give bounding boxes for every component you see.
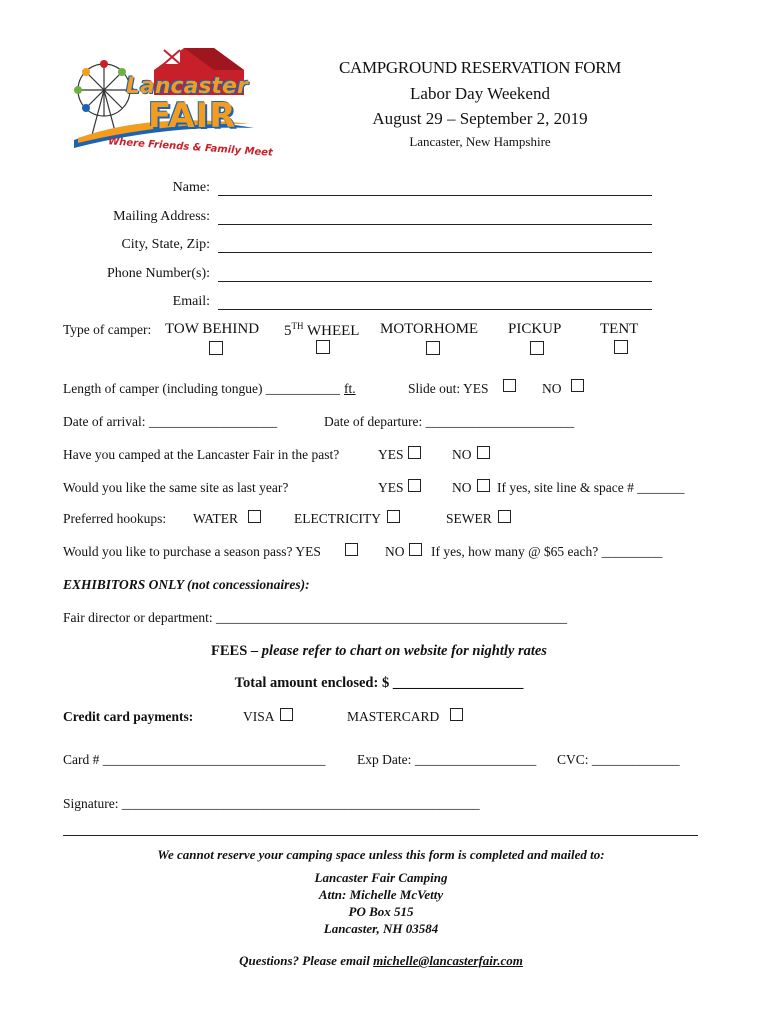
event-name: Labor Day Weekend	[410, 84, 550, 103]
electricity-checkbox[interactable]	[387, 510, 400, 523]
fair-logo	[64, 40, 274, 160]
questions-text: Questions? Please email	[239, 953, 374, 968]
phone-field[interactable]	[218, 281, 652, 282]
logo-tagline: Where Friends & Family Meet	[107, 136, 274, 159]
season-pass-no-label: NO	[385, 544, 405, 559]
slide-out-yes-checkbox[interactable]	[503, 379, 516, 392]
cvc-field[interactable]: CVC: _____________	[557, 752, 680, 767]
tow-behind-checkbox[interactable]	[209, 341, 223, 355]
tent-checkbox[interactable]	[614, 340, 628, 354]
mailing-notice: We cannot reserve your camping space unless this form is completed and mailed to:	[157, 847, 605, 862]
fifth-wheel-ordinal: TH	[291, 321, 304, 331]
mailing-address-field[interactable]	[218, 224, 652, 225]
same-site-yes-checkbox[interactable]	[408, 479, 421, 492]
form-title: CAMPGROUND RESERVATION FORM	[338, 58, 622, 77]
logo-name-fair: FAIR	[148, 96, 237, 136]
water-label: WATER	[193, 511, 238, 526]
length-label: Length of camper (including tongue) ___________	[63, 381, 341, 396]
pickup-label: PICKUP	[508, 321, 562, 337]
camper-type-label: Type of camper:	[63, 322, 152, 337]
fees-note	[0, 643, 764, 660]
sewer-label: SEWER	[446, 511, 492, 526]
past-yes-label: YES	[378, 447, 404, 462]
fees-instruction: please refer to chart on website for nightly rates	[261, 643, 547, 659]
fair-director-field[interactable]: Fair director or department: ____________________________________________________	[63, 610, 567, 625]
arrival-date-field[interactable]: Date of arrival: ___________________	[63, 414, 278, 429]
contact-email-link[interactable]: michelle@lancasterfair.com	[373, 953, 523, 968]
mailing-address-line-3: PO Box 515	[348, 904, 414, 919]
past-no-checkbox[interactable]	[477, 446, 490, 459]
tow-behind-label: TOW BEHIND	[165, 321, 260, 337]
fifth-wheel-checkbox[interactable]	[316, 340, 330, 354]
exhibitors-heading: EXHIBITORS ONLY (not concessionaires):	[63, 577, 310, 592]
city-state-zip-field[interactable]	[218, 252, 652, 253]
same-site-no-label: NO	[452, 480, 472, 495]
season-pass-yes-checkbox[interactable]	[345, 543, 358, 556]
city-state-zip-label: City, State, Zip:	[121, 237, 210, 252]
phone-label: Phone Number(s):	[106, 266, 210, 281]
questions-line	[0, 953, 766, 969]
season-pass-no-checkbox[interactable]	[409, 543, 422, 556]
email-label: Email:	[172, 294, 210, 309]
past-camping-question: Have you camped at the Lancaster Fair in the past?	[63, 447, 340, 462]
card-number-field[interactable]: Card # _________________________________	[63, 752, 326, 767]
season-pass-count-field[interactable]: If yes, how many @ $65 each? _________	[431, 544, 663, 559]
credit-card-label: Credit card payments:	[63, 709, 194, 724]
fifth-wheel-word: WHEEL	[306, 323, 360, 339]
event-location: Lancaster, New Hampshire	[409, 134, 551, 149]
sewer-checkbox[interactable]	[498, 510, 511, 523]
exp-date-field[interactable]: Exp Date: __________________	[357, 752, 537, 767]
slide-out-no-label: NO	[542, 381, 562, 396]
same-site-yes-label: YES	[378, 480, 404, 495]
mastercard-checkbox[interactable]	[450, 708, 463, 721]
motorhome-label: MOTORHOME	[380, 321, 479, 337]
name-field[interactable]	[218, 195, 652, 196]
mailing-address-line-4: Lancaster, NH 03584	[323, 921, 439, 936]
length-unit: ft.	[344, 381, 356, 396]
site-line-space-field[interactable]: If yes, site line & space # _______	[497, 480, 685, 495]
water-checkbox[interactable]	[248, 510, 261, 523]
past-no-label: NO	[452, 447, 472, 462]
past-yes-checkbox[interactable]	[408, 446, 421, 459]
name-label: Name:	[172, 180, 210, 195]
section-divider	[63, 835, 698, 836]
mailing-address-line-1: Lancaster Fair Camping	[314, 870, 448, 885]
slide-out-no-checkbox[interactable]	[571, 379, 584, 392]
visa-checkbox[interactable]	[280, 708, 293, 721]
fifth-wheel-number: 5	[284, 323, 292, 339]
total-amount-field[interactable]: Total amount enclosed: $ __________________	[234, 675, 524, 691]
signature-field[interactable]: Signature: _____________________________________________________	[63, 796, 480, 811]
motorhome-checkbox[interactable]	[426, 341, 440, 355]
same-site-question: Would you like the same site as last year?	[63, 480, 289, 495]
mastercard-label: MASTERCARD	[347, 709, 440, 724]
same-site-no-checkbox[interactable]	[477, 479, 490, 492]
slide-out-label: Slide out: YES	[408, 381, 489, 396]
mailing-address-label: Mailing Address:	[113, 209, 210, 224]
email-field[interactable]	[218, 309, 652, 310]
event-dates: August 29 – September 2, 2019	[372, 109, 588, 128]
season-pass-question: Would you like to purchase a season pass? YES	[63, 544, 321, 559]
electricity-label: ELECTRICITY	[294, 511, 381, 526]
hookups-label: Preferred hookups:	[63, 511, 167, 526]
fees-label: FEES –	[211, 643, 259, 659]
logo-name: Lancaster	[126, 74, 248, 99]
pickup-checkbox[interactable]	[530, 341, 544, 355]
visa-label: VISA	[243, 709, 275, 724]
mailing-address-line-2: Attn: Michelle McVetty	[318, 887, 444, 902]
fifth-wheel-label	[284, 321, 359, 340]
tent-label: TENT	[600, 321, 639, 337]
departure-date-field[interactable]: Date of departure: ______________________	[324, 414, 575, 429]
